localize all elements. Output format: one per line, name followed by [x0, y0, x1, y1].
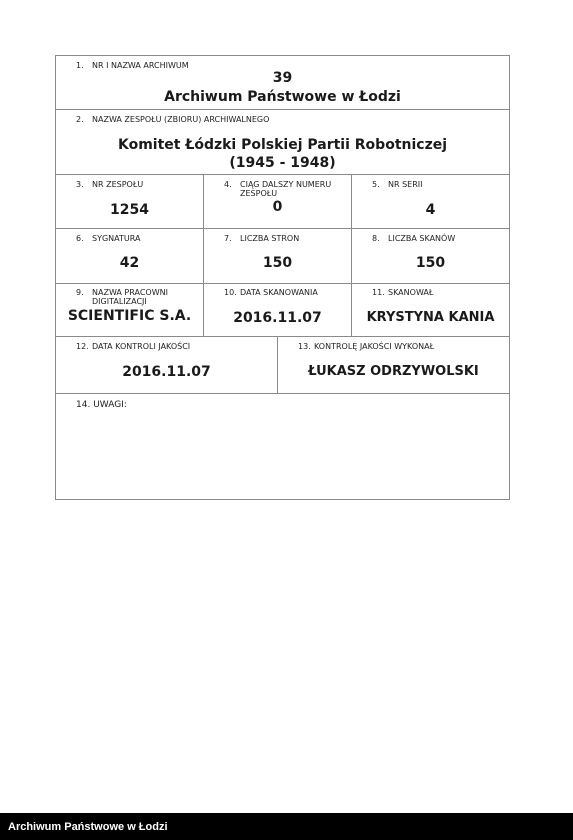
pages-cell: [203, 229, 351, 283]
scan-date-cell: [203, 284, 351, 336]
qc-date-value: 2016.11.07: [122, 364, 211, 380]
fonds-number-value: 1254: [110, 202, 149, 218]
archive-number: 39: [272, 70, 293, 86]
fonds-number-row: [56, 175, 509, 229]
scan-date-label: 10. DATA SKANOWANIA: [224, 288, 318, 297]
scans-cell: [351, 229, 509, 283]
fonds-name-line1: Komitet Łódzki Polskiej Partii Robotniczej: [117, 137, 448, 153]
lab-cell: [56, 284, 203, 336]
qc-by-cell: [277, 337, 509, 393]
remarks-section: [56, 394, 509, 499]
digitization-row: [56, 284, 509, 337]
archive-name: Archiwum Państwowe w Łodzi: [164, 89, 401, 105]
pages-label: 7. LICZBA STRON: [224, 234, 300, 243]
metadata-card: [55, 55, 510, 500]
scanned-by-label: 11. SKANOWAŁ: [372, 288, 434, 297]
lab-value: SCIENTIFIC S.A.: [67, 308, 192, 324]
archive-label: 1. NR I NAZWA ARCHIWUM: [76, 61, 189, 70]
fonds-name-line2: (1945 - 1948): [229, 155, 336, 171]
lab-label: 9. NAZWA PRACOWNI DIGITALIZACJI: [76, 288, 168, 306]
qc-by-label: 13. KONTROLĘ JAKOŚCI WYKONAŁ: [298, 342, 435, 351]
scan-date-value: 2016.11.07: [233, 310, 322, 326]
series-number-label: 5. NR SERII: [372, 180, 423, 189]
continuation-label: 4. CIĄG DALSZY NUMERU ZESPOŁU: [224, 180, 332, 198]
scans-value: 150: [415, 255, 446, 271]
qc-date-cell: [56, 337, 277, 393]
fonds-name-label: 2. NAZWA ZESPOŁU (ZBIORU) ARCHIWALNEGO: [76, 115, 270, 124]
scans-label: 8. LICZBA SKANÓW: [372, 234, 456, 243]
signature-cell: [56, 229, 203, 283]
remarks-label: 14. UWAGI:: [76, 400, 127, 410]
scanned-by-cell: [351, 284, 509, 336]
series-number-value: 4: [425, 202, 436, 218]
fonds-number-cell: [56, 175, 203, 228]
pages-value: 150: [262, 255, 293, 271]
footer-archive-name: Archiwum Państwowe w Łodzi: [8, 821, 168, 833]
quality-control-row: [56, 337, 509, 394]
signature-value: 42: [119, 255, 140, 271]
continuation-cell: [203, 175, 351, 228]
signature-row: [56, 229, 509, 284]
scanned-by-value: KRYSTYNA KANIA: [366, 310, 495, 325]
series-number-cell: [351, 175, 509, 228]
continuation-value: 0: [272, 199, 283, 215]
fonds-name-row: [56, 110, 509, 175]
archive-row: [56, 56, 509, 110]
fonds-number-label: 3. NR ZESPOŁU: [76, 180, 144, 189]
signature-label: 6. SYGNATURA: [76, 234, 141, 243]
qc-date-label: 12. DATA KONTROLI JAKOŚCI: [76, 342, 191, 351]
qc-by-value: ŁUKASZ ODRZYWOLSKI: [308, 364, 479, 379]
footer-bar: [0, 813, 573, 840]
